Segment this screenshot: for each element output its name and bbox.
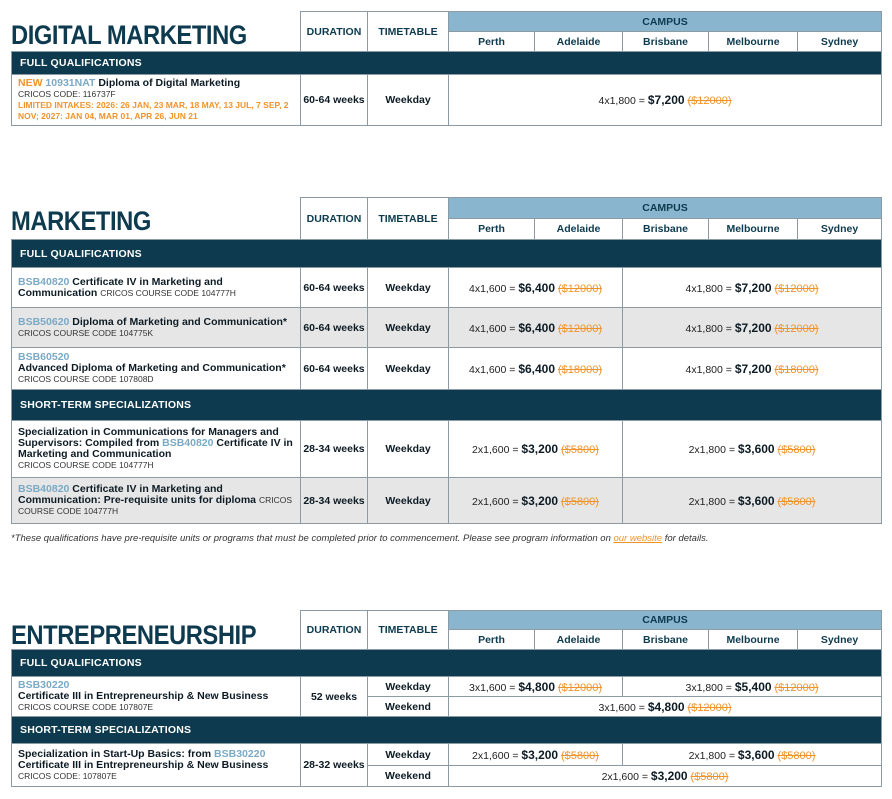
table-row: BSB30220 Certificate III in Entrepreneurship & New Business CRICOS COURSE CODE 107807E 52 weeks Weekday 3x1,600 = $4,800 ($12000) 3x1,800 = $5,400 ($12000) bbox=[12, 677, 882, 697]
category-bar: FULL QUALIFICATIONS bbox=[12, 240, 882, 268]
table-row: BSB40820 Certificate IV in Marketing and Communication CRICOS COURSE CODE 104777H 60-64 weeks Weekday 4x1,600 = $6,400 ($12000) 4x1,800 = $7,200 ($12000) bbox=[12, 268, 882, 308]
section-title-marketing: MARKETING bbox=[11, 206, 151, 236]
table-row: Specialization in Start-Up Basics: from BSB30220 Certificate III in Entrepreneurship & New Business CRICOS CODE: 107807E 28-32 weeks Weekday 2x1,600 = $3,200 ($5800) 2x1,800 = $3,600 ($5800) bbox=[12, 744, 882, 766]
table-row: Weekend 3x1,600 = $4,800 ($12000) bbox=[12, 697, 882, 717]
city-brisbane: Brisbane bbox=[623, 32, 709, 52]
campus-header: CAMPUS bbox=[449, 611, 882, 630]
city-adelaide: Adelaide bbox=[535, 630, 623, 650]
footnote: *These qualifications have pre-requisite units or programs that must be completed prior to commencement. Please see program information on our website for details. bbox=[11, 533, 709, 544]
website-link[interactable]: our website bbox=[613, 533, 663, 544]
category-bar: SHORT-TERM SPECIALIZATIONS bbox=[12, 717, 882, 744]
table-row: BSB60520 Advanced Diploma of Marketing and Communication* CRICOS COURSE CODE 107808D 60-64 weeks Weekday 4x1,600 = $6,400 ($18000) 4x1,800 = $7,200 ($18000) bbox=[12, 348, 882, 390]
table-row: BSB40820 Certificate IV in Marketing and Communication: Pre-requisite units for diploma CRICOS COURSE CODE 104777H 28-34 weeks Weekday 2x1,600 = $3,200 ($5800) 2x1,800 = $3,600 ($5800) bbox=[12, 478, 882, 524]
category-bar: FULL QUALIFICATIONS bbox=[12, 650, 882, 677]
duration-value: 60-64 weeks bbox=[301, 75, 368, 126]
city-adelaide: Adelaide bbox=[535, 32, 623, 52]
city-perth: Perth bbox=[449, 630, 535, 650]
city-sydney: Sydney bbox=[798, 219, 882, 240]
duration-header: DURATION bbox=[301, 198, 368, 240]
campus-header: CAMPUS bbox=[449, 12, 882, 32]
marketing-table bbox=[11, 197, 882, 524]
table-row: Weekend 2x1,600 = $3,200 ($5800) bbox=[12, 766, 882, 787]
section-title-entrepreneurship: ENTREPRENEURSHIP bbox=[11, 620, 257, 650]
course-cell: NEW 10931NAT Diploma of Digital Marketing CRICOS CODE: 116737F LIMITED INTAKES: 2026: 26 JAN, 23 MAR, 18 MAY, 13 JUL, 7 SEP, 2 NOV; 2027: JAN 04, MAR 01, APR 26, JUN 21 bbox=[12, 75, 301, 126]
intakes-note: LIMITED INTAKES: 2026: 26 JAN, 23 MAR, 18 MAY, 13 JUL, 7 SEP, 2 NOV; 2027: JAN 04, MAR 01, APR 26, JUN 21 bbox=[18, 100, 289, 121]
timetable-value: Weekday bbox=[368, 75, 449, 126]
city-melbourne: Melbourne bbox=[709, 219, 798, 240]
cricos-code: CRICOS CODE: 116737F bbox=[18, 89, 116, 99]
city-sydney: Sydney bbox=[798, 630, 882, 650]
category-bar: FULL QUALIFICATIONS bbox=[12, 52, 882, 75]
duration-header: DURATION bbox=[301, 12, 368, 52]
timetable-header: TIMETABLE bbox=[368, 198, 449, 240]
city-brisbane: Brisbane bbox=[623, 219, 709, 240]
city-melbourne: Melbourne bbox=[709, 32, 798, 52]
price-value: 4x1,800 = $7,200 ($12000) bbox=[449, 75, 882, 126]
campus-header: CAMPUS bbox=[449, 198, 882, 219]
table-row bbox=[12, 75, 882, 126]
course-code: 10931NAT bbox=[45, 77, 96, 89]
category-bar: SHORT-TERM SPECIALIZATIONS bbox=[12, 390, 882, 421]
duration-header: DURATION bbox=[301, 611, 368, 650]
city-perth: Perth bbox=[449, 32, 535, 52]
city-melbourne: Melbourne bbox=[709, 630, 798, 650]
entrepreneurship-table bbox=[11, 610, 882, 787]
city-perth: Perth bbox=[449, 219, 535, 240]
city-brisbane: Brisbane bbox=[623, 630, 709, 650]
course-name: Diploma of Digital Marketing bbox=[98, 77, 241, 89]
timetable-header: TIMETABLE bbox=[368, 611, 449, 650]
city-sydney: Sydney bbox=[798, 32, 882, 52]
table-row: BSB50620 Diploma of Marketing and Communication* CRICOS COURSE CODE 104775K 60-64 weeks Weekday 4x1,600 = $6,400 ($12000) 4x1,800 = $7,200 ($12000) bbox=[12, 308, 882, 348]
timetable-header: TIMETABLE bbox=[368, 12, 449, 52]
digital-marketing-table bbox=[11, 11, 882, 126]
section-title-digital-marketing: DIGITAL MARKETING bbox=[11, 20, 247, 50]
city-adelaide: Adelaide bbox=[535, 219, 623, 240]
table-row: Specialization in Communications for Managers and Supervisors: Compiled from BSB40820 Certificate IV in Marketing and Communication CRICOS COURSE CODE 104777H 28-34 weeks Weekday 2x1,600 = $3,200 ($5800) 2x1,800 = $3,600 ($5800) bbox=[12, 421, 882, 478]
